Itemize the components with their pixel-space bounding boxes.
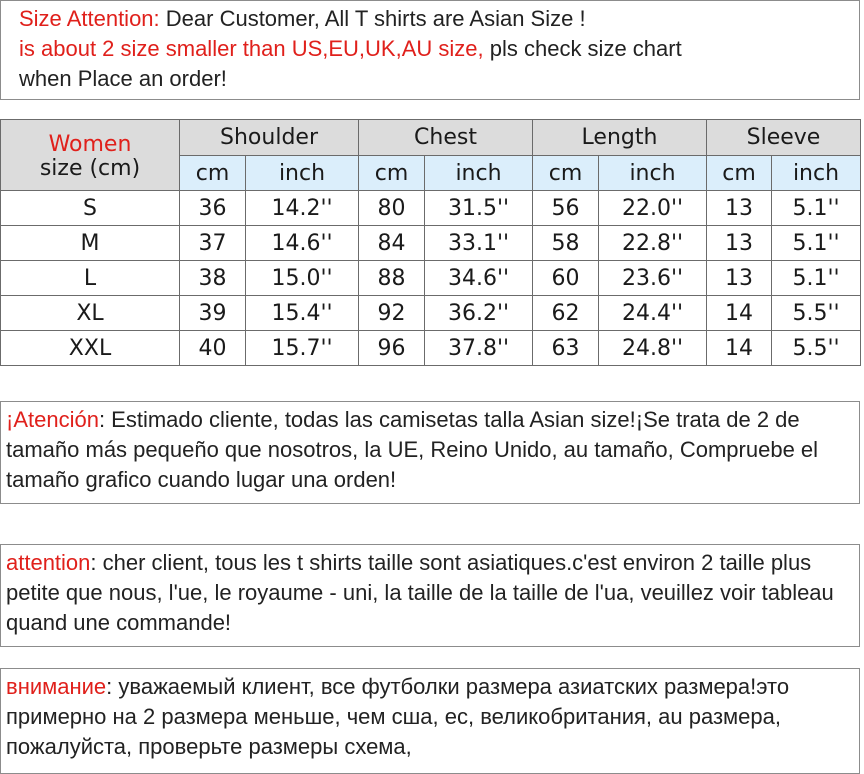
- table-cell: 15.0'': [246, 261, 359, 296]
- table-cell: 56: [533, 191, 599, 226]
- table-cell: 24.8'': [599, 331, 707, 366]
- size-label: S: [1, 191, 180, 226]
- table-cell: 36.2'': [425, 296, 533, 331]
- table-cell: 13: [707, 191, 772, 226]
- notice-en-line1: Dear Customer, All T shirts are Asian Size !: [159, 6, 586, 31]
- table-cell: 24.4'': [599, 296, 707, 331]
- notice-en-line3: when Place an order!: [19, 66, 227, 91]
- table-cell: 15.4'': [246, 296, 359, 331]
- unit-header: cm: [533, 156, 599, 191]
- table-row: [1, 296, 861, 331]
- unit-header: cm: [180, 156, 246, 191]
- table-cell: 15.7'': [246, 331, 359, 366]
- length-header: Length: [533, 120, 707, 156]
- table-cell: 5.5'': [772, 331, 861, 366]
- unit-header: cm: [707, 156, 772, 191]
- table-cell: 5.1'': [772, 226, 861, 261]
- table-cell: 40: [180, 331, 246, 366]
- table-cell: 58: [533, 226, 599, 261]
- unit-header: inch: [772, 156, 861, 191]
- notice-fr-text: : cher client, tous les t shirts taille sont asiatiques.c'est environ 2 taille plus petite que nous, l'ue, le royaume - uni, la taille de la taille de l'ua, veuillez voir tableau quand une commande!: [6, 550, 834, 635]
- size-label: M: [1, 226, 180, 261]
- table-cell: 5.1'': [772, 261, 861, 296]
- attention-label: attention: [6, 550, 91, 575]
- table-cell: 37.8'': [425, 331, 533, 366]
- size-unit-label: size (cm): [39, 156, 141, 181]
- table-cell: 22.0'': [599, 191, 707, 226]
- table-cell: 13: [707, 226, 772, 261]
- table-cell: 14: [707, 296, 772, 331]
- table-cell: 34.6'': [425, 261, 533, 296]
- attention-notice-fr: [0, 544, 860, 647]
- table-cell: 88: [359, 261, 425, 296]
- table-cell: 92: [359, 296, 425, 331]
- table-cell: 39: [180, 296, 246, 331]
- size-chart-table: [0, 119, 861, 366]
- size-attention-notice-en: [0, 0, 860, 100]
- notice-en-warning: is about 2 size smaller than US,EU,UK,AU size,: [19, 36, 484, 61]
- table-cell: 63: [533, 331, 599, 366]
- women-label: Women: [48, 132, 132, 157]
- vnimanie-label: внимание: [6, 674, 107, 699]
- size-attention-label: Size Attention:: [19, 6, 160, 31]
- unit-header: inch: [246, 156, 359, 191]
- table-cell: 14.6'': [246, 226, 359, 261]
- vnimanie-notice-ru: [0, 668, 860, 774]
- table-cell: 5.5'': [772, 296, 861, 331]
- table-cell: 80: [359, 191, 425, 226]
- table-cell: 31.5'': [425, 191, 533, 226]
- table-cell: 96: [359, 331, 425, 366]
- table-cell: 5.1'': [772, 191, 861, 226]
- notice-ru-text: : уважаемый клиент, все футболки размера азиатских размера!это примерно на 2 размера меньше, чем сша, ес, великобритания, au размера, пожалуйста, проверьте размеры схема,: [6, 674, 790, 759]
- table-row: [1, 226, 861, 261]
- unit-header: cm: [359, 156, 425, 191]
- atencion-label: ¡Atención: [6, 407, 99, 432]
- sleeve-header: Sleeve: [707, 120, 861, 156]
- table-cell: 38: [180, 261, 246, 296]
- shoulder-header: Shoulder: [180, 120, 359, 156]
- table-row: [1, 191, 861, 226]
- table-cell: 14: [707, 331, 772, 366]
- size-column-header: [1, 120, 180, 191]
- table-row: [1, 331, 861, 366]
- size-label: XL: [1, 296, 180, 331]
- notice-en-line2: pls check size chart: [483, 36, 682, 61]
- notice-es-text: : Estimado cliente, todas las camisetas talla Asian size!¡Se trata de 2 de tamaño más pequeño que nosotros, la UE, Reino Unido, au tamaño, Compruebe el tamaño grafico cuando lugar una orden!: [6, 407, 819, 492]
- table-cell: 62: [533, 296, 599, 331]
- unit-header: inch: [425, 156, 533, 191]
- unit-header: inch: [599, 156, 707, 191]
- atencion-notice-es: [0, 401, 860, 504]
- table-cell: 37: [180, 226, 246, 261]
- table-cell: 33.1'': [425, 226, 533, 261]
- size-label: L: [1, 261, 180, 296]
- table-row: [1, 261, 861, 296]
- table-cell: 13: [707, 261, 772, 296]
- table-cell: 23.6'': [599, 261, 707, 296]
- table-cell: 22.8'': [599, 226, 707, 261]
- table-cell: 60: [533, 261, 599, 296]
- table-cell: 36: [180, 191, 246, 226]
- size-label: XXL: [1, 331, 180, 366]
- chest-header: Chest: [359, 120, 533, 156]
- table-cell: 14.2'': [246, 191, 359, 226]
- table-cell: 84: [359, 226, 425, 261]
